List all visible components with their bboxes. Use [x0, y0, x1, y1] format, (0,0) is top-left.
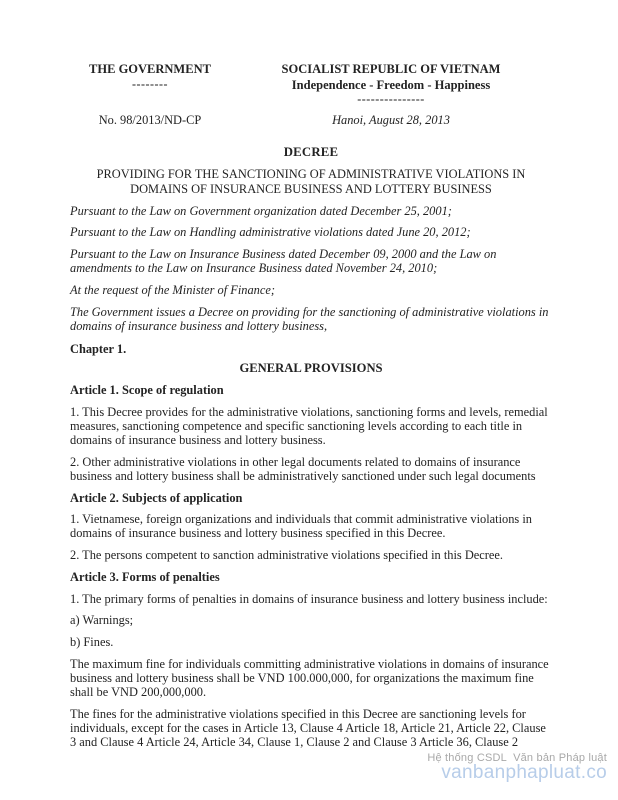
- issuing-authority: THE GOVERNMENT: [89, 62, 211, 76]
- chapter-title: GENERAL PROVISIONS: [239, 361, 383, 376]
- article-1-heading: Article 1. Scope of regulation: [70, 382, 224, 397]
- document-header: [70, 62, 552, 106]
- article-3-paragraph-5: The fines for the administrative violations specified in this Decree are sanctioning levels for individuals, except for the cases in Article 13, Clause 4 Article 18, Article 21, Article 22, Clause 3 and Clause 4 Article 24, Article 34, Clause 1, Clause 2 and Clause 3 Article 36, Clause 2: [70, 706, 546, 750]
- national-motto: Independence - Freedom - Happiness: [291, 77, 491, 92]
- document-number: No. 98/2013/ND-CP: [98, 113, 202, 127]
- watermark: [427, 752, 607, 781]
- document-type: DECREE: [283, 145, 339, 159]
- preamble-line-5: The Government issues a Decree on providing for the sanctioning of administrative violations in domains of insurance business and lottery business,: [70, 304, 549, 333]
- article-1-paragraph-2: 2. Other administrative violations in other legal documents related to domains of insurance business and lottery business shall be administratively sanctioned under such legal documents: [70, 454, 536, 483]
- document-meta-row: [70, 113, 552, 128]
- preamble-line-3: Pursuant to the Law on Insurance Business dated December 09, 2000 and the Law on amendments to the Law on Insurance Business dated November 24, 2010;: [70, 246, 497, 276]
- right-separator: ---------------: [357, 92, 425, 106]
- document-subject-line-1: PROVIDING FOR THE SANCTIONING OF ADMINISTRATIVE VIOLATIONS IN: [96, 167, 526, 181]
- article-1-paragraph-1: 1. This Decree provides for the administrative violations, sanctioning forms and levels, remedial measures, sanctioning competence and specific sanctioning levels according to each title in domains of insurance business and lottery business.: [70, 404, 548, 447]
- country-name: SOCIALIST REPUBLIC OF VIETNAM: [281, 62, 501, 76]
- article-2-heading: Article 2. Subjects of application: [70, 490, 243, 505]
- place-and-date: Hanoi, August 28, 2013: [332, 113, 450, 127]
- article-3-paragraph-1: 1. The primary forms of penalties in domains of insurance business and lottery business include:: [70, 591, 548, 606]
- preamble-line-2: Pursuant to the Law on Handling administrative violations dated June 20, 2012;: [70, 225, 471, 240]
- left-separator: --------: [132, 76, 168, 91]
- article-2-paragraph-1: 1. Vietnamese, foreign organizations and individuals that commit administrative violations in domains of insurance business and lottery business specified in this Decree.: [70, 512, 532, 541]
- article-3-paragraph-4: The maximum fine for individuals committing administrative violations in domains of insurance business and lottery business shall be VND 100.000,000, for organizations the maximum fine shall be VND 200,000,000.: [70, 656, 549, 700]
- article-2-paragraph-2: 2. The persons competent to sanction administrative violations specified in this Decree.: [70, 548, 503, 563]
- chapter-label: Chapter 1.: [70, 341, 127, 356]
- watermark-provider-text: Hệ thống CSDL Văn bản Pháp luật: [427, 752, 607, 764]
- national-header-block: [230, 62, 552, 106]
- watermark-site-name: vanbanphapluat.co: [441, 762, 607, 783]
- article-3-paragraph-3: b) Fines.: [70, 634, 114, 649]
- article-3-paragraph-2: a) Warnings;: [70, 613, 134, 628]
- article-3-heading: Article 3. Forms of penalties: [70, 569, 220, 584]
- preamble-line-4: At the request of the Minister of Finance;: [70, 282, 275, 297]
- document-subject-line-2: DOMAINS OF INSURANCE BUSINESS AND LOTTERY BUSINESS: [130, 181, 492, 196]
- preamble-line-1: Pursuant to the Law on Government organization dated December 25, 2001;: [70, 203, 452, 218]
- issuing-authority-block: [70, 62, 230, 106]
